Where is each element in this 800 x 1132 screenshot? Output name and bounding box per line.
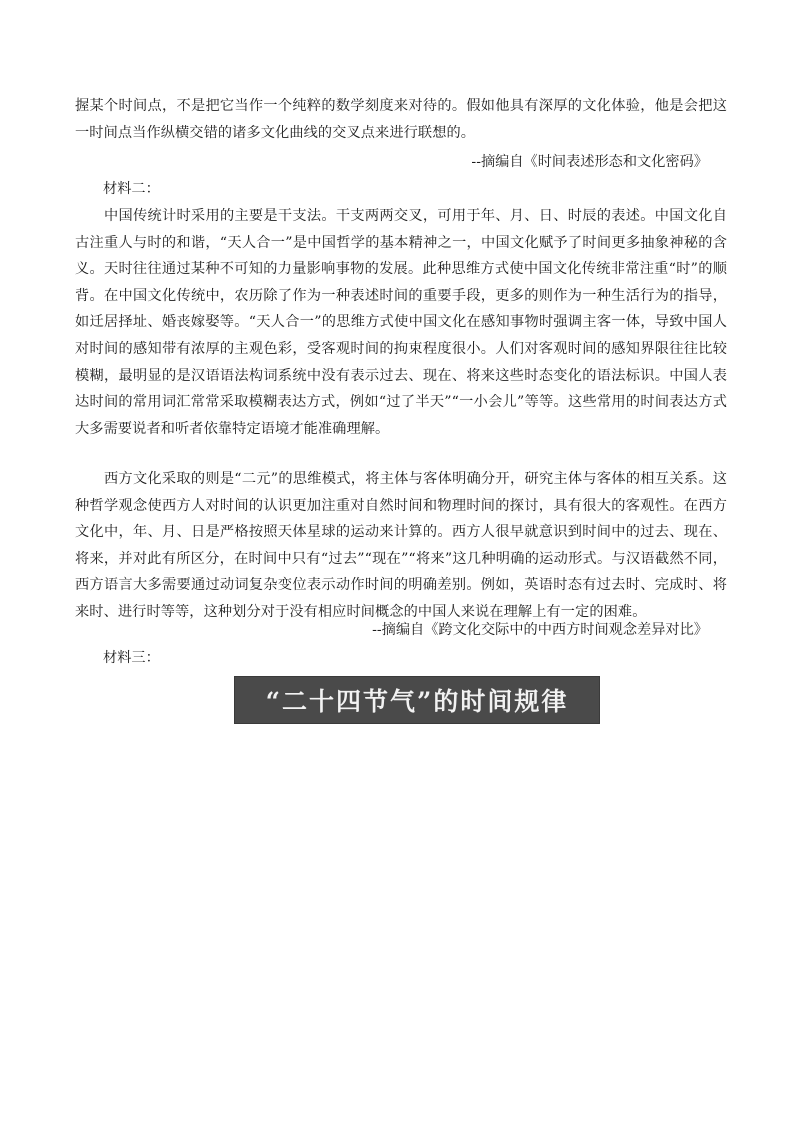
material2-label: 材料二： xyxy=(103,181,160,197)
material2-source: --摘编自《跨文化交际中的中西方时间观念差异对比》 xyxy=(372,622,708,638)
material1-continuation-text: 握某个时间点，不是把它当作一个纯粹的数学刻度来对待的。假如他具有深厚的文化体验，他是会把这一时间点当作纵横交错的诸多文化曲线的交叉点来进行联想的。 xyxy=(75,98,727,141)
material2-paragraph1: 中国传统计时采用的主要是干支法。干支两两交叉，可用于年、月、日、时辰的表述。中国文化自古注重人与时的和谐，“天人合一”是中国哲学的基本精神之一，中国文化赋予了时间更多抽象神秘的含义。天时往往通过某种不可知的力量影响事物的发展。此种思维方式使中国文化传统非常注重“时”的顺背。在中国文化传统中，农历除了作为一种表述时间的重要手段，更多的则作为一种生活行为的指导，如迁居择址、婚丧嫁娶等。“天人合一”的思维方式使中国文化在感知事物时强调主客一体，导致中国人对时间的感知带有浓厚的主观色彩，受客观时间的拘束程度很小。人们对客观时间的感知界限往往比较模糊，最明显的是汉语语法构词系统中没有表示过去、现在、将来这些时态变化的语法标识。中国人表达时间的常用词汇常常采取模糊表达方式，例如“过了半天”“一小会儿”等等。这些常用的时间表达方式大多需要说者和听者依靠特定语境才能准确理解。 xyxy=(75,208,727,437)
material2-paragraph2: 西方文化采取的则是“二元”的思维模式，将主体与客体明确分开，研究主体与客体的相互关系。这种哲学观念使西方人对时间的认识更加注重对自然时间和物理时间的探讨，具有很大的客观性。在西方文化中，年、月、日是严格按照天体星球的运动来计算的。西方人很早就意识到时间中的过去、现在、将来，并对此有所区分，在时间中只有“过去”“现在”“将来”这几种明确的运动形式。与汉语截然不同，西方语言大多需要通过动词复杂变位表示动作时间的明确差别。例如，英语时态有过去时、完成时、将来时、进行时等等，这种划分对于没有相应时间概念的中国人来说在理解上有一定的困难。 xyxy=(75,471,727,620)
material3-title-banner xyxy=(234,676,600,724)
material3-label: 材料三： xyxy=(103,650,160,666)
material1-continuation-block xyxy=(75,93,727,146)
material1-source: --摘编自《时间表述形态和文化密码》 xyxy=(471,154,708,170)
material2-paragraph1-block xyxy=(75,203,727,442)
material2-paragraph2-block xyxy=(75,466,727,626)
material3-banner-title: “二十四节气”的时间规律 xyxy=(265,687,569,716)
